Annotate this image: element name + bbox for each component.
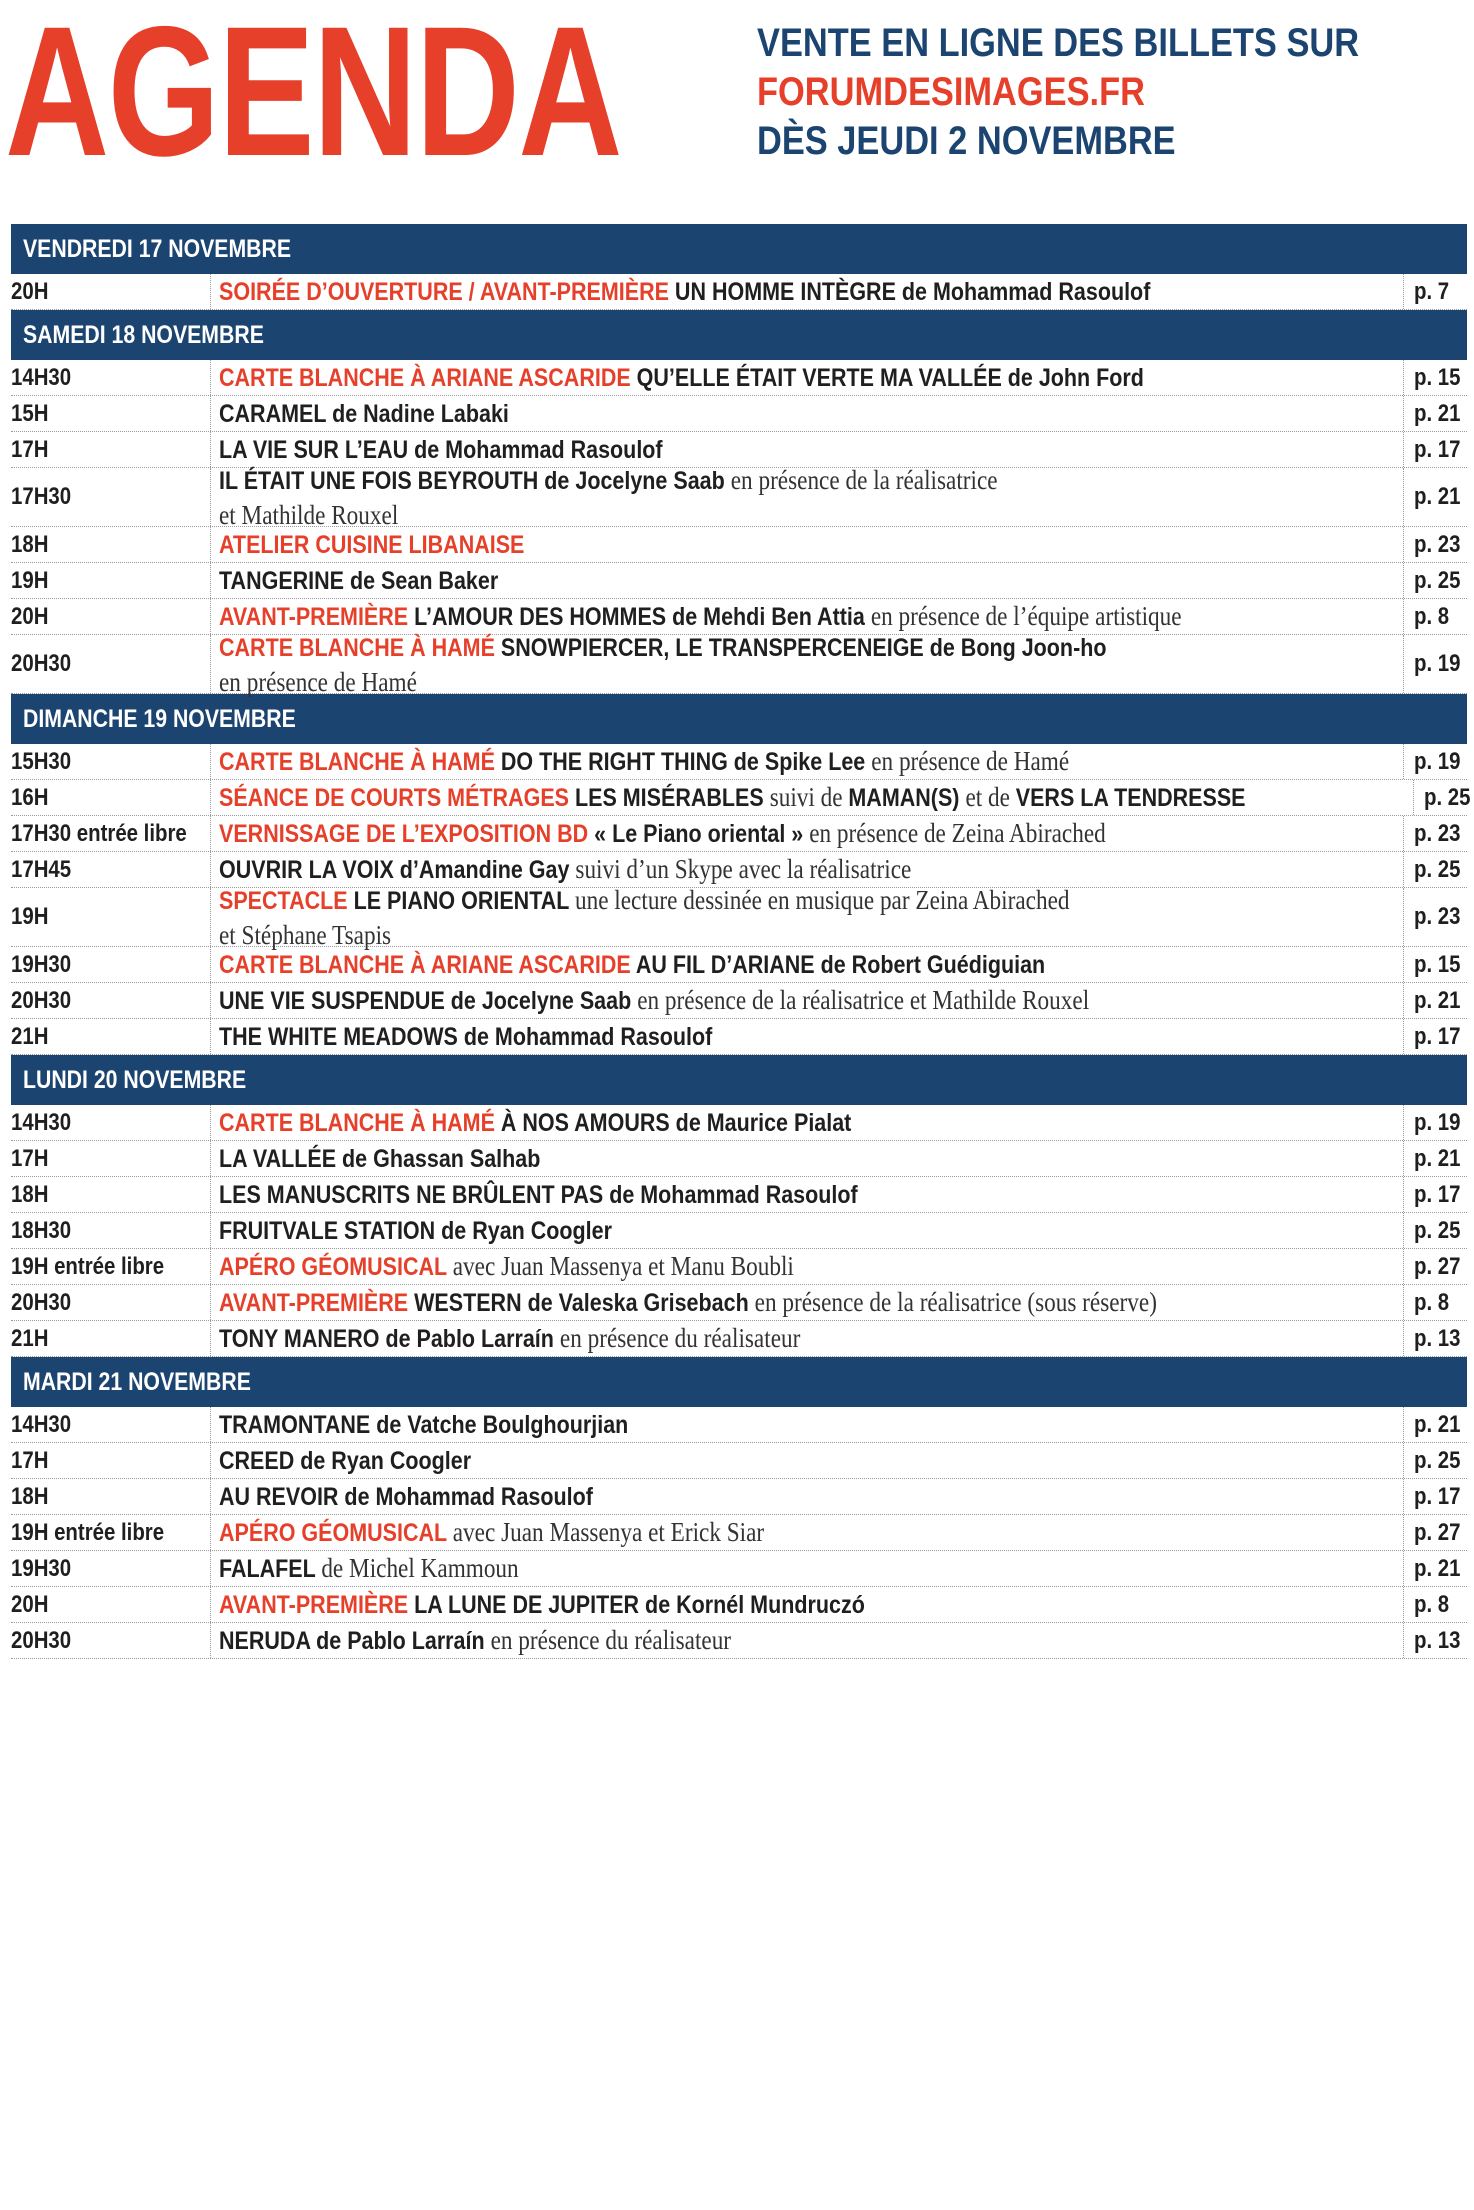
event-page-text: p. 25 [1414,566,1461,594]
event-time [11,1249,211,1284]
event-page-text: p. 21 [1414,1410,1461,1438]
event-line [219,1623,814,1658]
event-time [11,360,211,395]
event-time-text: 19H [11,903,49,930]
event-page-text: p. 21 [1414,1554,1461,1582]
event-line [219,1105,954,1140]
event-note: et Mathilde Rouxel [219,499,399,530]
event-time [11,947,211,982]
event-line [219,630,1251,665]
event-description [211,884,1404,950]
event-time-text: 19H entrée libre [11,1252,165,1280]
event-line [219,1443,512,1478]
event-note: suivi d’un Skype avec la réalisatrice [575,854,912,884]
event-line [219,563,544,598]
event-page-ref [1404,1551,1467,1586]
event-category: APÉRO GÉOMUSICAL [219,1253,453,1281]
event-title: DO THE RIGHT THING de Spike Lee [500,748,872,776]
event-row[interactable] [11,1213,1467,1249]
event-title: TRAMONTANE de Vatche Boulghourjian [219,1411,629,1439]
event-page-text: p. 25 [1414,1216,1461,1244]
event-line [219,1321,895,1356]
event-description [211,1141,1404,1176]
event-description [211,274,1404,309]
event-description [211,527,1404,562]
event-line [219,883,1208,918]
event-note: avec Juan Massenya et Erick Siar [452,1517,765,1547]
event-note: et de [965,782,1016,812]
event-time-text: 18H30 [11,1216,72,1244]
event-title: LA VIE SUR L’EAU de Mohammad Rasoulof [219,436,663,464]
event-row[interactable] [11,1623,1467,1659]
event-description [211,1515,1404,1550]
event-title: CREED de Ryan Coogler [219,1447,472,1475]
event-line [219,1285,1310,1320]
event-title: TANGERINE de Sean Baker [219,567,499,595]
event-line [219,1213,676,1248]
event-line [219,1479,654,1514]
event-category: AVANT-PREMIÈRE [219,603,415,631]
event-time-text: 15H [11,399,49,427]
event-title: FRUITVALE STATION de Ryan Coogler [219,1217,612,1245]
event-time [11,432,211,467]
event-page-ref [1404,1177,1467,1212]
event-category: AVANT-PREMIÈRE [219,1289,415,1317]
event-description [211,1285,1404,1320]
event-page-ref [1404,1285,1467,1320]
event-row[interactable] [11,744,1467,780]
event-title: OUVRIR LA VOIX d’Amandine Gay [219,856,576,884]
event-title: VERS LA TENDRESSE [1015,784,1246,812]
event-page-ref [1404,432,1467,467]
event-description [211,1623,1404,1658]
event-page-ref [1404,1105,1467,1140]
event-page-ref [1404,1623,1467,1658]
event-time-text: 18H [11,1482,49,1510]
event-category: CARTE BLANCHE À ARIANE ASCARIDE [219,951,636,979]
event-description [211,396,1404,431]
event-page-text: p. 8 [1414,602,1450,630]
event-time [11,1515,211,1550]
event-time-text: 18H [11,530,49,558]
event-page-text: p. 27 [1414,1518,1461,1546]
event-page-text: p. 8 [1414,1590,1450,1618]
event-category: VERNISSAGE DE L’EXPOSITION BD [219,820,595,848]
event-note: en présence du réalisateur [490,1625,732,1655]
event-category: SOIRÉE D’OUVERTURE / AVANT-PREMIÈRE [219,278,675,306]
event-line [219,1587,970,1622]
event-row[interactable] [11,360,1467,396]
day-label: DIMANCHE 19 NOVEMBRE [23,704,296,733]
event-time-text: 20H30 [11,986,72,1014]
event-row[interactable] [11,1141,1467,1177]
event-title: « Le Piano oriental » [594,820,810,848]
event-page-text: p. 25 [1414,855,1461,883]
event-row[interactable] [11,464,1467,530]
event-row[interactable] [11,563,1467,599]
event-time [11,1443,211,1478]
event-page-text: p. 21 [1414,986,1461,1014]
event-description [211,947,1404,982]
event-line [219,1515,853,1550]
event-line [219,360,1295,395]
event-line [219,527,574,562]
event-page-ref [1404,1407,1467,1442]
event-time [11,816,211,851]
event-line [219,1551,567,1586]
event-time [11,744,211,779]
event-line [219,983,1231,1018]
event-page-text: p. 23 [1414,903,1461,930]
event-description [211,1019,1404,1054]
event-row[interactable] [11,1177,1467,1213]
event-time [11,1321,211,1356]
event-page-ref [1404,468,1467,526]
event-category: SPECTACLE [219,886,354,915]
event-title: LES MISÉRABLES [574,784,770,812]
event-page-ref [1404,816,1467,851]
event-time-text: 20H30 [11,1626,72,1654]
ticket-promo [757,18,1359,165]
event-row[interactable] [11,1285,1467,1321]
event-page-ref [1404,1019,1467,1054]
event-time-text: 19H entrée libre [11,1518,165,1546]
event-page-text: p. 19 [1414,1108,1461,1136]
event-time [11,888,211,946]
event-time [11,274,211,309]
event-title: UN HOMME INTÈGRE de Mohammad Rasoulof [674,278,1151,306]
event-page-ref [1404,744,1467,779]
event-category: CARTE BLANCHE À ARIANE ASCARIDE [219,364,637,392]
event-time [11,1407,211,1442]
event-page-ref [1404,1443,1467,1478]
event-row[interactable] [11,947,1467,983]
event-page-ref [1414,780,1474,815]
promo-website[interactable]: FORUMDESIMAGES.FR [757,70,1145,114]
page-title: AGENDA [5,0,621,195]
event-time-text: 21H [11,1022,49,1050]
event-time [11,1285,211,1320]
event-row[interactable] [11,1443,1467,1479]
event-title: LA VALLÉE de Ghassan Salhab [219,1145,541,1173]
event-note: en présence de Hamé [219,666,417,697]
event-page-text: p. 19 [1414,747,1461,775]
event-title: UNE VIE SUSPENDUE de Jocelyne Saab [219,987,638,1015]
event-page-ref [1404,947,1467,982]
event-row[interactable] [11,1551,1467,1587]
event-time-text: 17H [11,1144,49,1172]
event-time [11,852,211,887]
event-description [211,1105,1404,1140]
event-description [211,1407,1404,1442]
event-note: et Stéphane Tsapis [219,919,392,950]
event-time [11,1623,211,1658]
event-note: suivi de [769,782,849,812]
event-line [219,274,1302,309]
event-page-text: p. 13 [1414,1324,1461,1352]
event-description [211,983,1404,1018]
event-note: en présence de la réalisatrice [730,464,998,495]
event-page-text: p. 21 [1414,1144,1461,1172]
event-time-text: 14H30 [11,363,72,391]
event-title: WESTERN de Valeska Grisebach [414,1289,755,1317]
event-description [211,780,1414,815]
event-time-text: 19H [11,566,49,594]
event-time-text: 17H45 [11,855,72,883]
event-line [219,396,556,431]
event-title: QU’ELLE ÉTAIT VERTE MA VALLÉE de John Ford [636,364,1144,392]
event-title: TONY MANERO de Pablo Larraín [219,1325,560,1353]
event-description [211,1177,1404,1212]
event-page-ref [1404,635,1467,693]
event-description [211,633,1404,697]
event-row[interactable] [11,1407,1467,1443]
event-time-text: 14H30 [11,1410,72,1438]
event-page-text: p. 17 [1414,1482,1461,1510]
event-time-text: 19H30 [11,950,72,978]
event-time [11,1105,211,1140]
event-page-text: p. 15 [1414,950,1461,978]
event-time [11,1551,211,1586]
event-row[interactable] [11,396,1467,432]
event-time-text: 16H [11,783,49,811]
event-line [219,665,1251,699]
event-description [211,464,1404,530]
event-page-ref [1404,274,1467,309]
event-time [11,527,211,562]
promo-line-1: VENTE EN LIGNE DES BILLETS SUR [757,21,1360,65]
event-line [219,780,1413,815]
event-line [219,1249,887,1284]
event-row[interactable] [11,633,1467,697]
event-page-ref [1404,563,1467,598]
event-page-ref [1404,1479,1467,1514]
event-line [219,1177,962,1212]
event-description [211,1249,1404,1284]
event-row[interactable] [11,1019,1467,1055]
event-page-ref [1404,1213,1467,1248]
event-row[interactable] [11,1479,1467,1515]
event-time-text: 17H30 entrée libre [11,819,187,847]
event-page-ref [1404,1249,1467,1284]
event-row[interactable] [11,816,1467,852]
event-line [219,947,1180,982]
event-note: en présence de la réalisatrice (sous réserve) [754,1287,1157,1317]
day-label: SAMEDI 18 NOVEMBRE [23,320,264,349]
event-page-text: p. 8 [1414,1288,1450,1316]
event-description [211,744,1404,779]
day-label: VENDREDI 17 NOVEMBRE [23,234,292,263]
event-row[interactable] [11,780,1471,816]
event-description [211,1321,1404,1356]
event-page-text: p. 7 [1414,277,1450,305]
event-page-ref [1404,360,1467,395]
event-page-text: p. 21 [1414,399,1461,427]
event-note: une lecture dessinée en musique par Zeina Abirached [574,884,1070,915]
event-category: SÉANCE DE COURTS MÉTRAGES [219,784,575,812]
event-time-text: 17H30 [11,483,72,510]
event-title: LES MANUSCRITS NE BRÛLENT PAS de Mohammad Rasoulof [219,1181,858,1209]
event-title: IL ÉTAIT UNE FOIS BEYROUTH de Jocelyne Saab [219,466,731,495]
event-time-text: 20H [11,1590,49,1618]
event-page-text: p. 19 [1414,650,1461,677]
event-page-text: p. 17 [1414,1022,1461,1050]
event-time [11,563,211,598]
event-note: en présence de Hamé [871,746,1070,776]
event-page-ref [1404,1321,1467,1356]
event-time-text: 17H [11,1446,49,1474]
day-header [11,694,1467,744]
event-category: AVANT-PREMIÈRE [219,1591,415,1619]
event-page-ref [1404,888,1467,946]
event-time-text: 21H [11,1324,49,1352]
event-time-text: 20H30 [11,1288,72,1316]
event-description [211,1213,1404,1248]
event-page-text: p. 17 [1414,435,1461,463]
event-page-ref [1404,1587,1467,1622]
event-line [219,1407,695,1442]
event-title: MAMAN(S) [848,784,966,812]
event-description [211,563,1404,598]
event-time-text: 17H [11,435,49,463]
event-title: THE WHITE MEADOWS de Mohammad Rasoulof [219,1023,713,1051]
event-line [219,463,1124,498]
promo-date: DÈS JEUDI 2 NOVEMBRE [757,119,1176,163]
event-title: FALAFEL [219,1555,322,1583]
event-time [11,1587,211,1622]
event-category: CARTE BLANCHE À HAMÉ [219,1109,501,1137]
event-page-text: p. 21 [1414,483,1461,510]
event-line [219,744,1208,779]
day-label: MARDI 21 NOVEMBRE [23,1367,251,1396]
event-row[interactable] [11,1105,1467,1141]
event-time-text: 20H30 [11,650,72,677]
event-time-text: 19H30 [11,1554,72,1582]
event-line [219,1141,593,1176]
event-page-ref [1404,852,1467,887]
agenda-table [11,224,1471,1659]
day-label: LUNDI 20 NOVEMBRE [23,1065,247,1094]
event-page-ref [1404,599,1467,634]
event-title: CARAMEL de Nadine Labaki [219,400,509,428]
event-page-ref [1404,396,1467,431]
event-page-text: p. 23 [1414,530,1461,558]
event-description [211,1551,1404,1586]
event-description [211,816,1404,851]
event-time [11,1141,211,1176]
event-category: APÉRO GÉOMUSICAL [219,1519,453,1547]
day-header [11,224,1467,274]
event-page-ref [1404,527,1467,562]
event-category: CARTE BLANCHE À HAMÉ [219,748,501,776]
event-note: en présence du réalisateur [559,1323,801,1353]
event-time-text: 20H [11,602,49,630]
event-title: SNOWPIERCER, LE TRANSPERCENEIGE de Bong Joon-ho [500,633,1107,662]
event-category: ATELIER CUISINE LIBANAISE [219,531,525,559]
event-page-text: p. 13 [1414,1626,1461,1654]
event-page-text: p. 23 [1414,819,1461,847]
event-description [211,1587,1404,1622]
event-time [11,599,211,634]
event-line [219,1019,793,1054]
event-time [11,1213,211,1248]
day-header [11,1357,1467,1407]
event-time [11,780,211,815]
event-page-text: p. 27 [1414,1252,1461,1280]
event-line [219,816,1250,851]
event-description [211,1443,1404,1478]
event-time [11,1479,211,1514]
event-description [211,360,1404,395]
day-header [11,310,1467,360]
event-note: avec Juan Massenya et Manu Boubli [452,1251,794,1281]
event-time [11,1019,211,1054]
event-time [11,983,211,1018]
event-title: LE PIANO ORIENTAL [353,886,575,915]
event-title: L’AMOUR DES HOMMES de Mehdi Ben Attia [414,603,871,631]
event-time [11,1177,211,1212]
event-time-text: 18H [11,1180,49,1208]
event-row[interactable] [11,1587,1467,1623]
event-time [11,396,211,431]
event-title: LA LUNE DE JUPITER de Kornél Mundruczó [414,1591,865,1619]
event-page-ref [1404,983,1467,1018]
event-page-text: p. 17 [1414,1180,1461,1208]
event-row[interactable] [11,1321,1467,1357]
event-row[interactable] [11,1515,1467,1551]
event-title: AU FIL D’ARIANE de Robert Guédiguian [635,951,1046,979]
event-note: en présence de Zeina Abirached [809,818,1106,848]
event-note: en présence de la réalisatrice et Mathilde Rouxel [637,985,1090,1015]
event-page-ref [1404,1515,1467,1550]
event-description [211,1479,1404,1514]
day-header [11,1055,1467,1105]
event-time [11,468,211,526]
event-page-text: p. 25 [1423,783,1471,811]
event-title: NERUDA de Pablo Larraín [219,1627,491,1655]
event-note: de Michel Kammoun [321,1553,519,1583]
event-row[interactable] [11,274,1467,310]
event-page-text: p. 25 [1414,1446,1461,1474]
event-time [11,635,211,693]
event-time-text: 15H30 [11,747,72,775]
event-note: en présence de l’équipe artistique [870,601,1182,631]
event-title: AU REVOIR de Mohammad Rasoulof [219,1483,593,1511]
event-time-text: 20H [11,277,49,305]
event-time-text: 14H30 [11,1108,72,1136]
event-category: CARTE BLANCHE À HAMÉ [219,633,501,662]
event-row[interactable] [11,1249,1467,1285]
event-row[interactable] [11,884,1467,950]
event-page-text: p. 15 [1414,363,1461,391]
event-row[interactable] [11,983,1467,1019]
event-title: À NOS AMOURS de Maurice Pialat [500,1109,852,1137]
event-page-ref [1404,1141,1467,1176]
event-row[interactable] [11,527,1467,563]
